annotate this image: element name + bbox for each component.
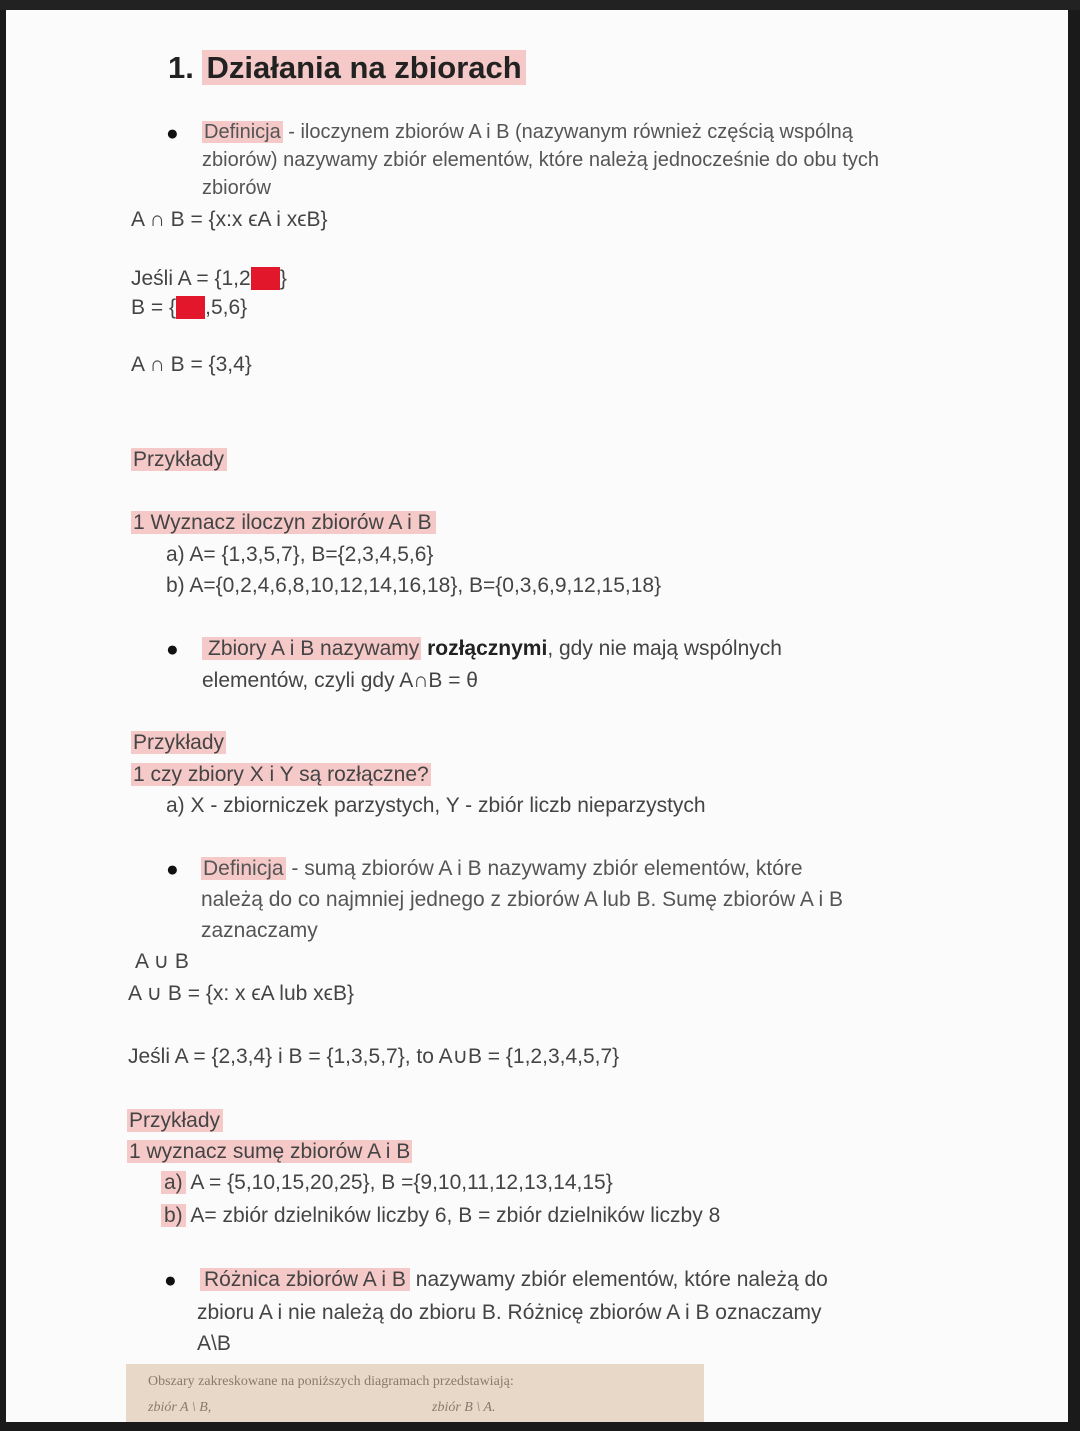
set-text: }	[279, 267, 287, 290]
set-text: B = {	[131, 296, 176, 319]
example-item-a: a) X - zbiorniczek parzystych, Y - zbiór liczb nieparzystych	[166, 794, 706, 817]
item-text: A = {5,10,15,20,25}, B ={9,10,11,12,13,14,15}	[185, 1171, 613, 1194]
definition-line: należą do co najmniej jednego z zbiorów A lub B. Sumę zbiorów A i B	[201, 888, 844, 911]
excerpt-caption: Obszary zakreskowane na poniższych diagramach przedstawiają:	[148, 1374, 514, 1389]
difference-highlight: Różnica zbiorów A i B	[200, 1268, 410, 1291]
definition-label: Definicja	[203, 857, 284, 880]
union-example: Jeśli A = {2,3,4} i B = {1,3,5,7}, to A∪B = {1,2,3,4,5,7}	[128, 1045, 620, 1068]
example-set-a	[131, 264, 287, 293]
intersection-formula: A ∩ B = {x:x ϵA i xϵB}	[131, 208, 328, 231]
example-task-text: 1 Wyznacz iloczyn zbiorów A i B	[131, 511, 436, 534]
disjoint-definition	[202, 634, 782, 663]
example-task	[127, 1137, 412, 1166]
definition-line: zaznaczamy	[201, 919, 318, 942]
bullet-icon: ●	[164, 1269, 177, 1292]
examples-heading	[127, 1106, 223, 1135]
definition-text: - iloczynem zbiorów A i B (nazywanym również częścią wspólną	[282, 121, 853, 143]
difference-definition-line: zbioru A i nie należą do zbioru B. Różnicę zbiorów A i B oznaczamy	[197, 1301, 822, 1324]
bullet-icon: ●	[166, 122, 179, 145]
example-item-a: a) A= {1,3,5,7}, B={2,3,4,5,6}	[166, 543, 434, 566]
example-task	[131, 508, 436, 537]
examples-heading-text: Przykłady	[127, 1109, 223, 1132]
definition-label: Definicja	[204, 121, 281, 143]
difference-definition	[200, 1265, 828, 1294]
highlighted-elements: 3,4	[250, 267, 280, 290]
example-item-b	[161, 1201, 720, 1230]
item-text: A= zbiór dzielników liczby 6, B = zbiór dzielników liczby 8	[185, 1204, 721, 1227]
disjoint-text: , gdy nie mają wspólnych	[547, 637, 782, 660]
definition-line: zbiorów	[202, 177, 271, 199]
examples-heading	[131, 445, 227, 474]
excerpt-label-right: zbiór B \ A.	[432, 1400, 496, 1415]
page-title	[168, 50, 526, 86]
title-number: 1.	[168, 50, 203, 85]
definition-line: zbiorów) nazywamy zbiór elementów, które należą jednocześnie do obu tych	[202, 149, 880, 171]
examples-heading	[131, 728, 226, 757]
example-task-text: 1 wyznacz sumę zbiorów A i B	[129, 1140, 411, 1163]
union-definition	[201, 853, 961, 946]
excerpt-label-left: zbiór A \ B,	[148, 1400, 212, 1415]
example-task-text: 1 czy zbiory X i Y są rozłączne?	[133, 763, 429, 786]
set-text: ,5,6}	[205, 296, 248, 319]
highlighted-elements: 3,4	[175, 296, 206, 319]
top-edge	[0, 0, 1080, 10]
disjoint-definition-line: elementów, czyli gdy A∩B = θ	[202, 669, 478, 692]
item-label: a)	[161, 1171, 186, 1194]
document-page	[6, 10, 1068, 1422]
title-text: Działania na zbiorach	[202, 50, 525, 85]
scanned-textbook-excerpt	[126, 1364, 704, 1422]
examples-heading-text: Przykłady	[131, 448, 227, 471]
union-symbol: A ∪ B	[135, 950, 189, 973]
disjoint-term: rozłącznymi	[427, 637, 548, 660]
example-set-b	[131, 293, 247, 322]
difference-symbol: A\B	[197, 1332, 231, 1355]
item-label: b)	[161, 1204, 186, 1227]
disjoint-highlight: Zbiory A i B nazywamy	[202, 637, 421, 660]
example-item-b: b) A={0,2,4,6,8,10,12,14,16,18}, B={0,3,6,9,12,15,18}	[166, 574, 662, 597]
example-task	[131, 760, 431, 789]
set-text: Jeśli A = {1,2	[131, 267, 251, 290]
examples-heading-text: Przykłady	[133, 731, 225, 754]
example-item-a	[161, 1168, 613, 1197]
union-formula: A ∪ B = {x: x ϵA lub xϵB}	[128, 982, 354, 1005]
bullet-icon: ●	[166, 638, 179, 661]
intersection-definition	[202, 118, 962, 202]
definition-text: - sumą zbiorów A i B nazywamy zbiór elementów, które	[285, 857, 803, 880]
difference-text: nazywamy zbiór elementów, które należą do	[409, 1268, 828, 1291]
intersection-result: A ∩ B = {3,4}	[131, 353, 252, 376]
bullet-icon: ●	[166, 858, 179, 881]
